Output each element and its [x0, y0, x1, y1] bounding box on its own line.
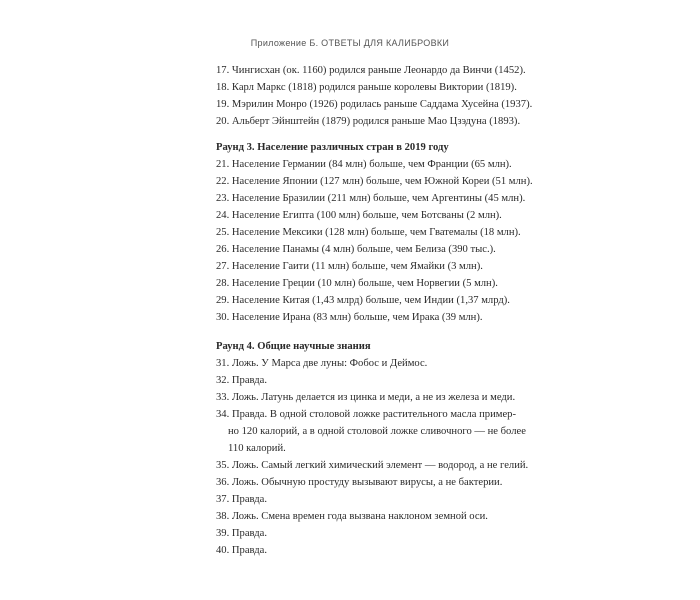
list-item: 26. Население Панамы (4 млн) больше, чем Белиза (390 тыс.).: [216, 244, 496, 255]
list-item: 25. Население Мексики (128 млн) больше, чем Гватемалы (18 млн).: [216, 227, 521, 238]
list-item-line: 34. Правда. В одной столовой ложке растительного масла пример-: [216, 409, 516, 420]
list-item: 29. Население Китая (1,43 млрд) больше, чем Индии (1,37 млрд).: [216, 295, 510, 306]
round2-tail-list: [216, 62, 533, 130]
list-item: 24. Население Египта (100 млн) больше, чем Ботсваны (2 млн).: [216, 210, 502, 221]
list-item: 31. Ложь. У Марса две луны: Фобос и Деймос.: [216, 358, 428, 369]
list-item: 37. Правда.: [216, 494, 268, 505]
list-item: 35. Ложь. Самый легкий химический элемент — водород, а не гелий.: [216, 460, 529, 471]
list-item: 33. Ложь. Латунь делается из цинка и меди, а не из железа и меди.: [216, 392, 516, 403]
list-item: 39. Правда.: [216, 528, 268, 539]
list-item-line: 110 калорий.: [228, 443, 286, 454]
running-header: Приложение Б. ОТВЕТЫ ДЛЯ КАЛИБРОВКИ: [250, 38, 450, 48]
list-item: 32. Правда.: [216, 375, 268, 386]
list-item: 23. Население Бразилии (211 млн) больше, чем Аргентины (45 млн).: [216, 193, 526, 204]
list-item-34: [216, 406, 526, 457]
round3-section: [216, 139, 533, 326]
list-item: 28. Население Греции (10 млн) больше, чем Норвегии (5 млн).: [216, 278, 498, 289]
round3-heading: Раунд 3. Население различных стран в 2019 году: [216, 142, 449, 153]
list-item-line: но 120 калорий, а в одной столовой ложке сливочного — не более: [228, 426, 526, 437]
list-item: 38. Ложь. Смена времен года вызвана наклоном земной оси.: [216, 511, 488, 522]
list-item: 27. Население Гаити (11 млн) больше, чем Ямайки (3 млн).: [216, 261, 483, 272]
round4-section: [216, 338, 529, 559]
page-body: [216, 62, 533, 559]
list-item: 22. Население Японии (127 млн) больше, чем Южной Кореи (51 млн).: [216, 176, 533, 187]
list-item: 18. Карл Маркс (1818) родился раньше королевы Виктории (1819).: [216, 82, 517, 93]
list-item: 21. Население Германии (84 млн) больше, чем Франции (65 млн).: [216, 159, 512, 170]
round4-heading: Раунд 4. Общие научные знания: [216, 341, 371, 352]
list-item: 19. Мэрилин Монро (1926) родилась раньше Саддама Хусейна (1937).: [216, 99, 533, 110]
list-item: 36. Ложь. Обычную простуду вызывают вирусы, а не бактерии.: [216, 477, 503, 488]
list-item: 20. Альберт Эйнштейн (1879) родился раньше Мао Цзэдуна (1893).: [216, 116, 521, 127]
list-item: 40. Правда.: [216, 545, 268, 556]
list-item: 17. Чингисхан (ок. 1160) родился раньше Леонардо да Винчи (1452).: [216, 65, 526, 76]
list-item: 30. Население Ирана (83 млн) больше, чем Ирака (39 млн).: [216, 312, 483, 323]
